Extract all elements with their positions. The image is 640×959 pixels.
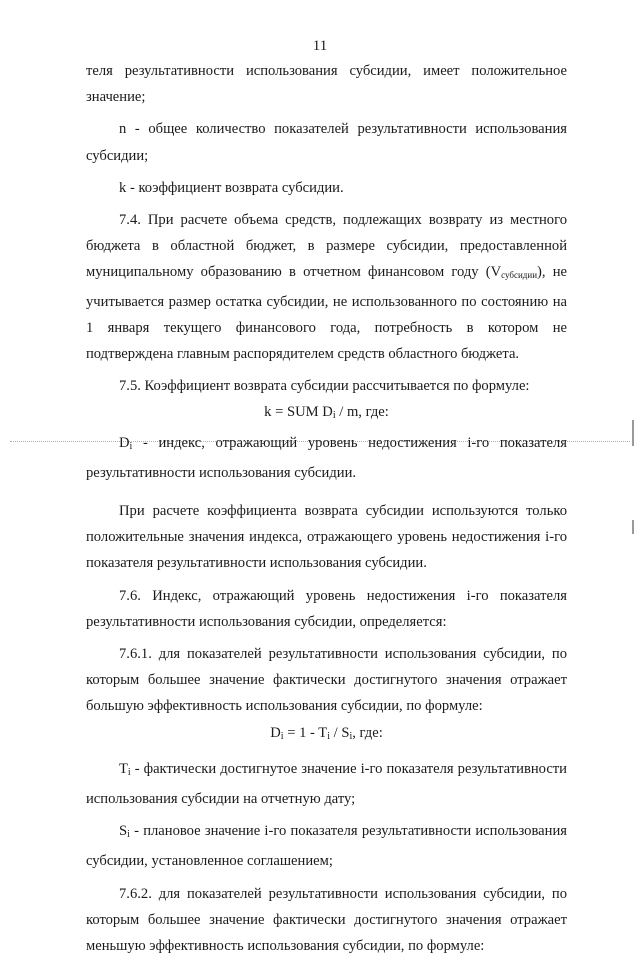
subscript: i — [327, 730, 330, 742]
paragraph: n - общее количество показателей результативности использования субсидии; — [86, 121, 567, 164]
paragraph-7-5: 7.5. Коэффициент возврата субсидии рассчитывается по формуле: — [119, 378, 530, 395]
formula-part: = 1 - T — [283, 724, 328, 741]
paragraph: k - коэффициент возврата субсидии. — [119, 179, 344, 196]
subscript: i — [127, 766, 131, 778]
body-text — [86, 58, 567, 959]
page-number: 11 — [312, 38, 328, 54]
paragraph-7-4 — [86, 207, 567, 367]
formula-part: / S — [329, 724, 350, 741]
paragraph — [86, 818, 567, 874]
paragraph-7-6-2: 7.6.2. для показателей результативности использования субсидии, по которым большее значение фактически достигнутого значения отражает меньшую эффективность использования субсидии, по формуле: — [86, 885, 567, 955]
paragraph — [86, 430, 567, 486]
text-fragment: ), не учитывается размер остатка субсидии, не использованного по состоянию на 1 января текущего финансового года, потребность в котором не подтверждена главным распорядителем средств областного бюджета. — [86, 264, 567, 363]
text-fragment: 7.4. При расчете объема средств, подлежащих возврату из местного бюджета в областной бюджет, в размере субсидии, предоставленной муниципальному образованию в отчетном финансовом году (V — [86, 212, 567, 281]
text-fragment: - плановое значение i-го показателя результативности использования субсидии, установленное соглашением; — [86, 823, 567, 870]
subscript: i — [280, 730, 284, 742]
text-fragment: - индекс, отражающий уровень недостижения i-го показателя результативности использования субсидии. — [86, 434, 567, 481]
scan-artifact-edge — [632, 420, 634, 446]
subscript: i — [332, 410, 336, 422]
scan-artifact-edge — [632, 520, 634, 534]
formula-part: k = SUM D — [264, 404, 333, 421]
paragraph: теля результативности использования субсидии, имеет положительное значение; — [86, 63, 567, 106]
formula-k — [86, 399, 567, 429]
formula-part: , где: — [352, 724, 383, 741]
symbol: S — [119, 823, 128, 840]
subscript: i — [129, 440, 133, 452]
paragraph-7-6: 7.6. Индекс, отражающий уровень недостижения i-го показателя результативности использования субсидии, определяется: — [86, 587, 567, 630]
symbol: T — [119, 760, 128, 777]
subscript: i — [127, 829, 130, 841]
formula-part: D — [270, 724, 281, 741]
formula-d — [86, 720, 567, 750]
text-fragment: - фактически достигнутое значение i-го показателя результативности использования субсидии на отчетную дату; — [86, 760, 567, 808]
symbol: D — [119, 434, 130, 451]
subscript: субсидии — [501, 270, 538, 281]
paragraph-7-6-1: 7.6.1. для показателей результативности использования субсидии, по которым большее значение фактически достигнутого значения отражает большую эффективность использования субсидии, по формуле: — [86, 646, 567, 715]
subscript: i — [349, 730, 353, 742]
paragraph: При расчете коэффициента возврата субсидии используются только положительные значения индекса, отражающего уровень недостижения i-го показателя результативности использования субсидии. — [86, 503, 567, 572]
formula-part: / m, где: — [335, 404, 389, 421]
paragraph — [86, 756, 567, 812]
